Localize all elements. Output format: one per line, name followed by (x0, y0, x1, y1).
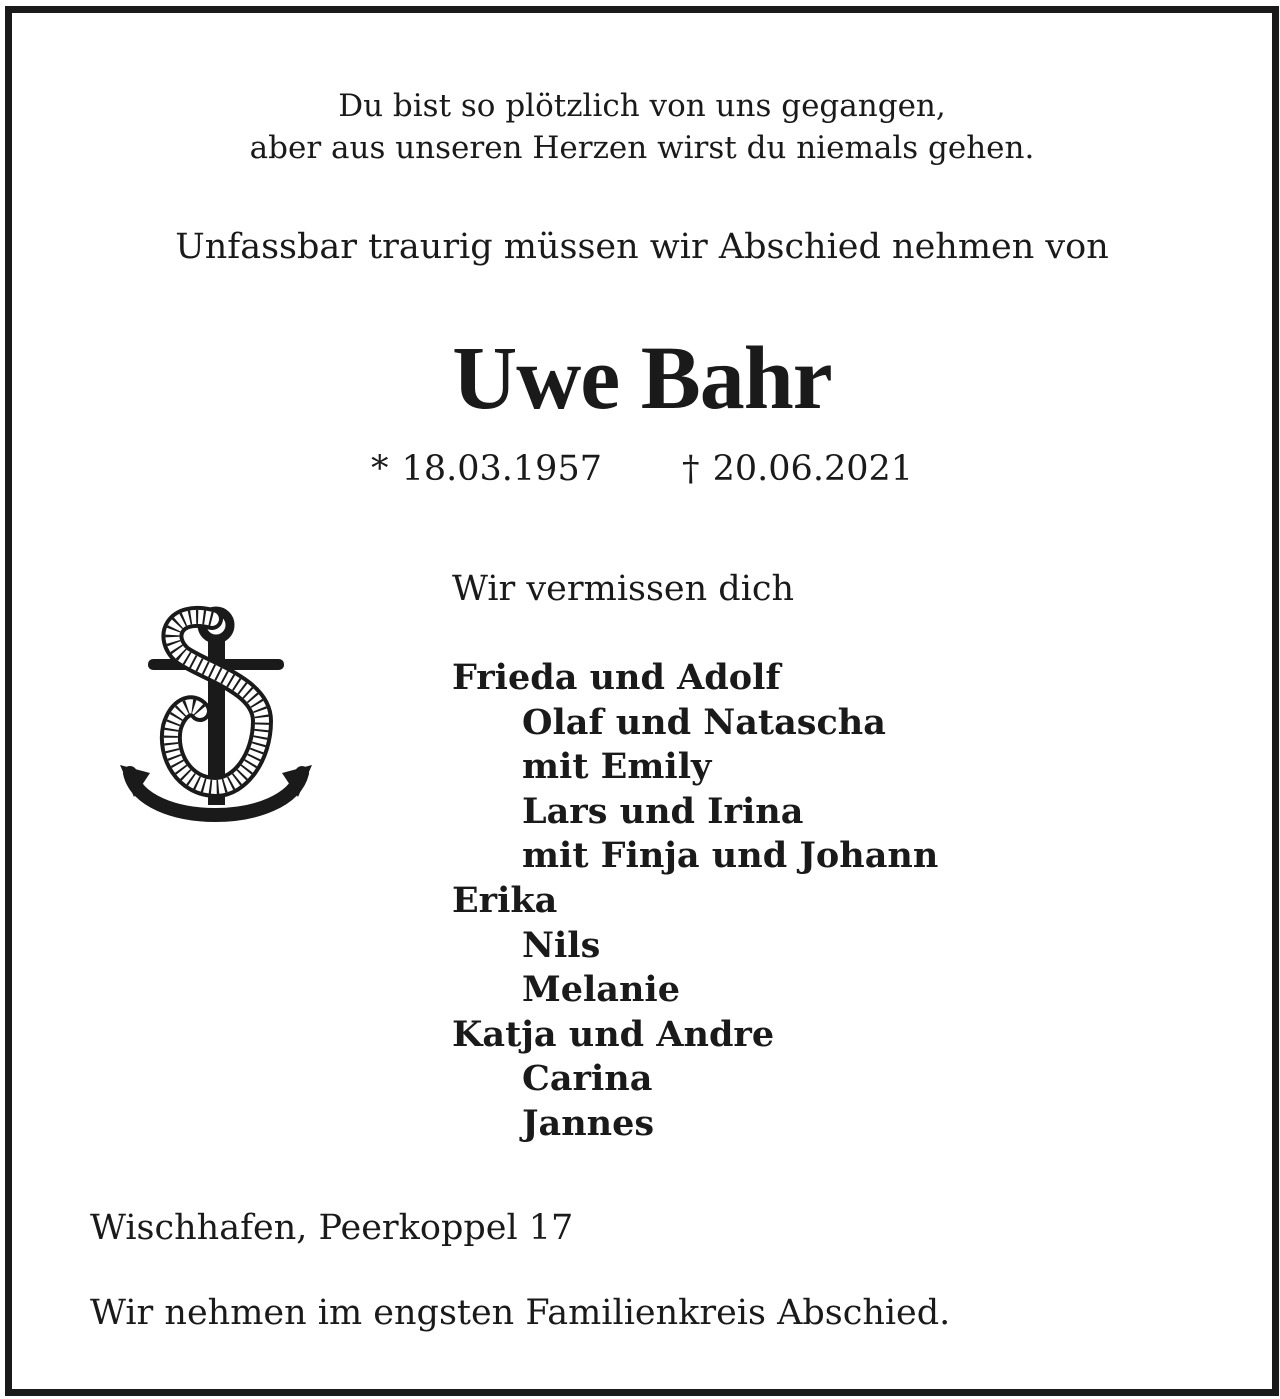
closing-note: Wir nehmen im engsten Familienkreis Abschied. (90, 1293, 951, 1333)
life-dates (12, 447, 1272, 491)
family-entry: Olaf und Natascha (522, 701, 886, 743)
family-entry: Melanie (522, 969, 680, 1011)
lead-text: Unfassbar traurig müssen wir Abschied nehmen von (175, 227, 1109, 267)
address: Wischhafen, Peerkoppel 17 (90, 1208, 574, 1248)
intro-line-1: Du bist so plötzlich von uns gegangen, (338, 88, 946, 124)
anchor-icon (112, 597, 312, 837)
family-entry: Katja und Andre (452, 1013, 775, 1055)
deceased-name: Uwe Bahr (452, 329, 832, 428)
family-entry: mit Finja und Johann (522, 835, 939, 877)
obituary-frame (5, 6, 1279, 1396)
family-list (452, 656, 938, 1147)
family-entry: Carina (522, 1058, 653, 1100)
family-entry: Jannes (522, 1102, 655, 1144)
family-entry: Nils (522, 924, 601, 966)
intro-line-2: aber aus unseren Herzen wirst du niemals gehen. (249, 130, 1035, 166)
family-entry: Frieda und Adolf (452, 657, 781, 698)
family-entry: Lars und Irina (522, 790, 804, 832)
death-date: † 20.06.2021 (682, 449, 914, 489)
birth-date: * 18.03.1957 (370, 449, 602, 489)
miss-you-text: Wir vermissen dich (452, 569, 795, 609)
intro-quote (12, 85, 1272, 169)
family-entry: mit Emily (522, 746, 712, 788)
family-entry: Erika (452, 879, 558, 921)
